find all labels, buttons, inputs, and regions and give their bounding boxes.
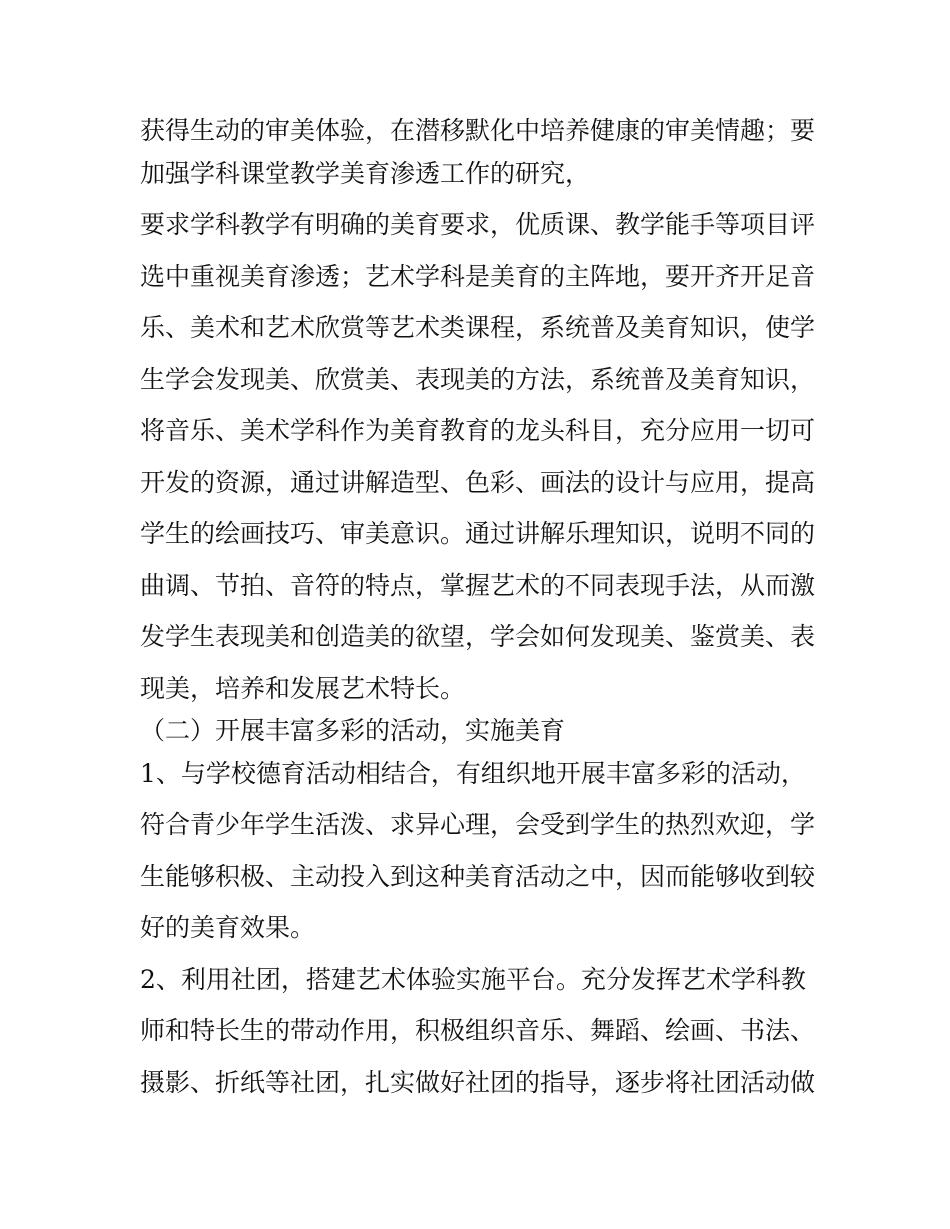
text-line: 曲调、节拍、音符的特点，掌握艺术的不同表现手法，从而激	[140, 570, 816, 600]
text-line: 要求学科教学有明确的美育要求，优质课、教学能手等项目评	[140, 210, 816, 239]
text-line: 好的美育效果。	[140, 913, 316, 942]
text-line: 发学生表现美和创造美的欲望，学会如何发现美、鉴赏美、表	[140, 622, 816, 651]
text-line: 2、利用社团，搭建艺术体验实施平台。充分发挥艺术学科教	[140, 964, 806, 994]
text-line: 获得生动的审美体验，在潜移默化中培养健康的审美情趣；要	[140, 116, 816, 145]
text-line: 现美，培养和发展艺术特长。	[140, 673, 466, 703]
text-line: 生能够积极、主动投入到这种美育活动之中，因而能够收到较	[140, 861, 816, 891]
text-line: 选中重视美育渗透；艺术学科是美育的主阵地，要开齐开足音	[140, 261, 816, 291]
text-line: 开发的资源，通过讲解造型、色彩、画法的设计与应用，提高	[140, 467, 816, 497]
text-line: 摄影、折纸等社团，扎实做好社团的指导，逐步将社团活动做	[140, 1067, 816, 1097]
text-line: 加强学科课堂教学美育渗透工作的研究，	[140, 158, 591, 188]
text-line: 乐、美术和艺术欣赏等艺术类课程，系统普及美育知识，使学	[140, 313, 816, 342]
text-line: 符合青少年学生活泼、求异心理，会受到学生的热烈欢迎，学	[140, 810, 816, 839]
text-line: 将音乐、美术学科作为美育教育的龙头科目，充分应用一切可	[140, 416, 816, 445]
text-line: 生学会发现美、欣赏美、表现美的方法，系统普及美育知识，	[140, 364, 816, 394]
body-text	[140, 110, 820, 1104]
text-line: 1、与学校德育活动相结合，有组织地开展丰富多彩的活动，	[140, 758, 806, 788]
text-line: 师和特长生的带动作用，积极组织音乐、舞蹈、绘画、书法、	[140, 1016, 816, 1045]
section-heading: （二）开展丰富多彩的活动，实施美育	[140, 716, 566, 745]
text-line: 学生的绘画技巧、审美意识。通过讲解乐理知识，说明不同的	[140, 519, 816, 548]
